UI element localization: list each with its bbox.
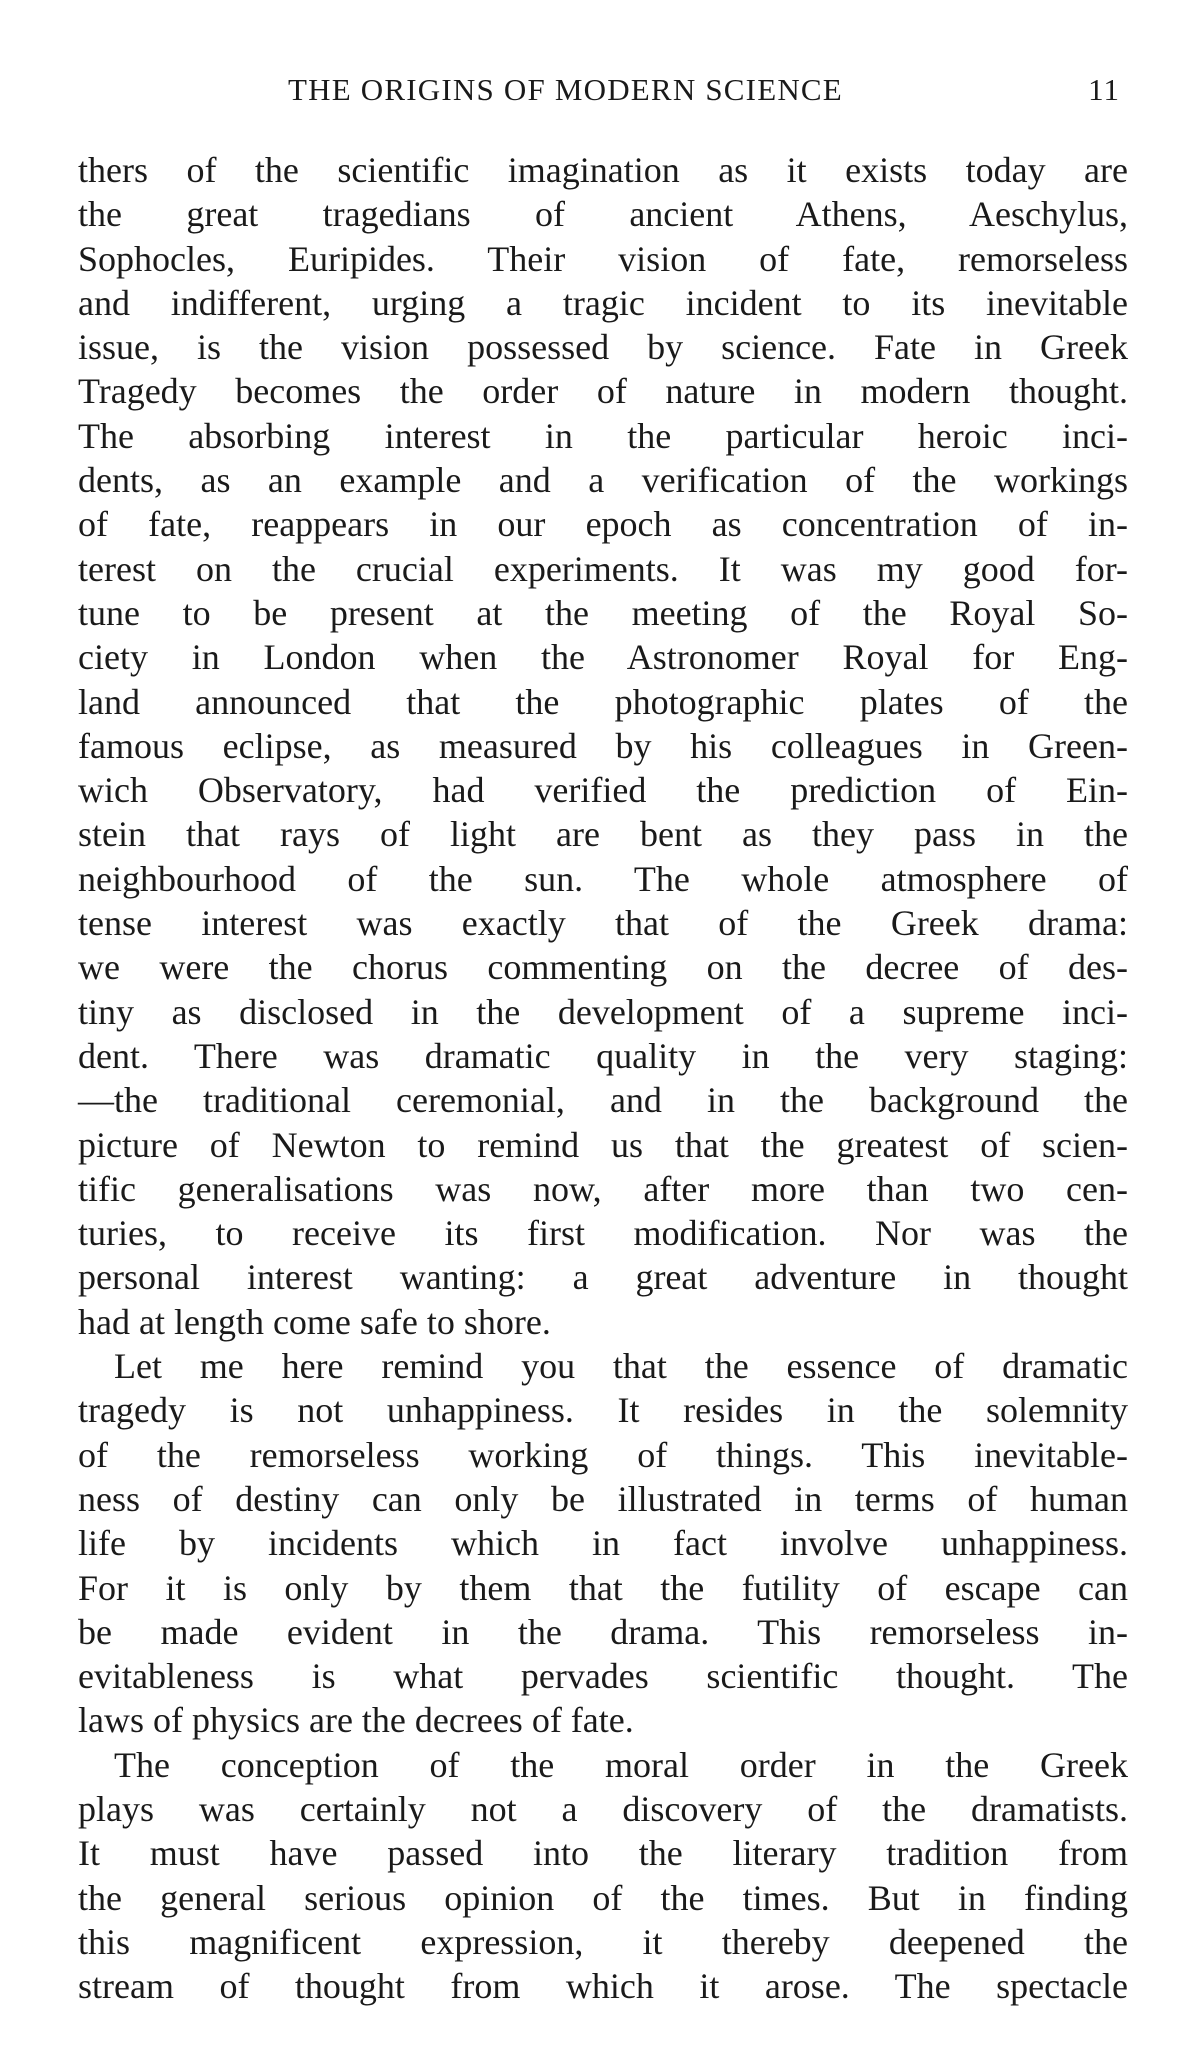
text-line: personal interest wanting: a great adventure in thought: [78, 1257, 1128, 1298]
text-line: this magnificent expression, it thereby deepened the: [78, 1921, 1128, 1962]
running-head: [78, 72, 1128, 116]
text-line: of fate, reappears in our epoch as concentration of in-: [78, 504, 1128, 545]
text-line: turies, to receive its first modification. Nor was the: [78, 1213, 1128, 1254]
text-line: tragedy is not unhappiness. It resides in the solemnity: [78, 1390, 1128, 1431]
text-line: land announced that the photographic plates of the: [78, 681, 1128, 722]
text-line: wich Observatory, had verified the prediction of Ein-: [78, 770, 1128, 811]
text-line: famous eclipse, as measured by his colleagues in Green-: [78, 725, 1128, 766]
text-line: stein that rays of light are bent as they pass in the: [78, 814, 1128, 855]
paragraph-2: [78, 1344, 1128, 1743]
body-text: [78, 148, 1128, 2008]
text-line: —the traditional ceremonial, and in the background the: [78, 1080, 1128, 1121]
text-line: neighbourhood of the sun. The whole atmosphere of: [78, 858, 1128, 899]
text-line: the general serious opinion of the times. But in finding: [78, 1877, 1128, 1918]
text-line: The conception of the moral order in the Greek: [114, 1744, 1128, 1785]
text-line: ness of destiny can only be illustrated in terms of human: [78, 1478, 1128, 1519]
text-line: picture of Newton to remind us that the greatest of scien-: [78, 1124, 1128, 1165]
text-line: thers of the scientific imagination as it exists today are: [78, 150, 1128, 190]
text-line: terest on the crucial experiments. It was my good for-: [78, 548, 1128, 589]
text-line: Sophocles, Euripides. Their vision of fate, remorseless: [78, 238, 1128, 279]
paragraph-1: [78, 148, 1128, 1344]
text-line: Tragedy becomes the order of nature in modern thought.: [78, 371, 1128, 412]
text-line: had at length come safe to shore.: [78, 1301, 551, 1342]
text-line: we were the chorus commenting on the decree of des-: [78, 947, 1128, 988]
text-line: be made evident in the drama. This remorseless in-: [78, 1611, 1128, 1652]
text-line: The absorbing interest in the particular heroic inci-: [78, 415, 1128, 456]
text-line: life by incidents which in fact involve unhappiness.: [78, 1523, 1128, 1564]
text-line: and indifferent, urging a tragic incident to its inevitable: [78, 282, 1128, 323]
text-line: the great tragedians of ancient Athens, Aeschylus,: [78, 194, 1128, 235]
text-line: tune to be present at the meeting of the Royal So-: [78, 592, 1128, 633]
text-line: It must have passed into the literary tradition from: [78, 1833, 1128, 1874]
text-line: tense interest was exactly that of the Greek drama:: [78, 903, 1128, 944]
text-line: dent. There was dramatic quality in the very staging:: [78, 1035, 1128, 1076]
text-line: Let me here remind you that the essence of dramatic: [114, 1346, 1128, 1387]
text-line: stream of thought from which it arose. The spectacle: [78, 1966, 1128, 2007]
text-line: ciety in London when the Astronomer Royal for Eng-: [78, 637, 1128, 678]
text-line: issue, is the vision possessed by science. Fate in Greek: [78, 327, 1128, 368]
page-number: 11: [1088, 72, 1120, 107]
paragraph-3: [78, 1743, 1128, 2009]
text-line: tific generalisations was now, after more than two cen-: [78, 1168, 1128, 1209]
text-line: For it is only by them that the futility of escape can: [78, 1567, 1128, 1608]
text-line: evitableness is what pervades scientific thought. The: [78, 1656, 1128, 1697]
text-line: laws of physics are the decrees of fate.: [78, 1700, 634, 1741]
running-title: THE ORIGINS OF MODERN SCIENCE: [288, 72, 843, 107]
text-line: plays was certainly not a discovery of the dramatists.: [78, 1788, 1128, 1829]
text-line: dents, as an example and a verification of the workings: [78, 460, 1128, 501]
text-line: of the remorseless working of things. This inevitable-: [78, 1434, 1128, 1475]
text-line: tiny as disclosed in the development of a supreme inci-: [78, 991, 1128, 1032]
